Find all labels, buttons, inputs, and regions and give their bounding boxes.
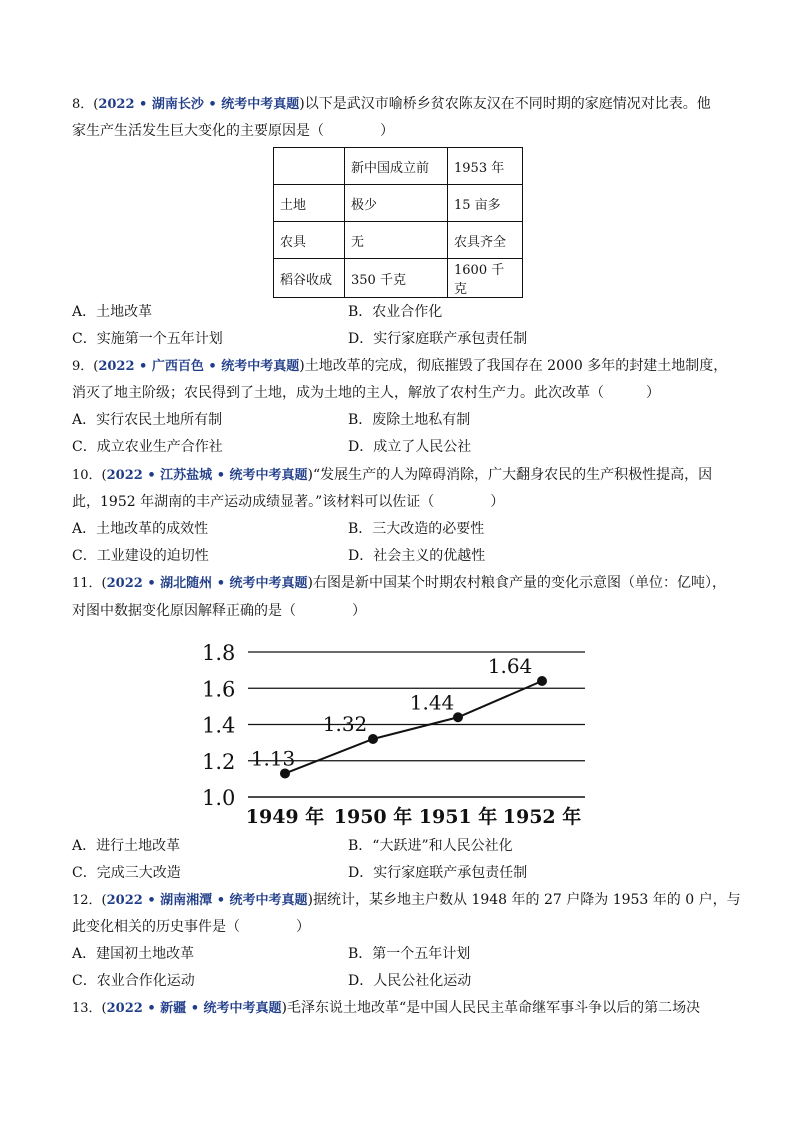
q13-source: 2022 • 新疆 • 统考中考真题	[106, 1001, 282, 1016]
x-tick-label: 1952 年	[502, 806, 582, 828]
data-label: 1.32	[322, 712, 368, 736]
q12-option-d[interactable]: D．人民公社化运动	[348, 973, 472, 989]
data-label: 1.13	[250, 746, 296, 771]
q11-line1: 11．(2022 • 湖北随州 • 统考中考真题)右图是新中国某个时期农村粮食产量的变化示意图（单位：亿吨），	[72, 575, 726, 591]
y-tick-label: 1.2	[202, 749, 236, 774]
q11-option-c[interactable]: C．完成三大改造	[72, 865, 181, 881]
q8-option-c[interactable]: C．实施第一个五年计划	[72, 331, 223, 347]
q9-source: 2022 • 广西百色 • 统考中考真题	[98, 359, 300, 374]
q9-line2: 消灭了地主阶级；农民得到了土地，成为土地的主人，解放了农村生产力。此次改革（ ）	[72, 385, 660, 401]
q9-option-c[interactable]: C．成立农业生产合作社	[72, 439, 223, 455]
q12-option-a[interactable]: A．建国初土地改革	[72, 946, 195, 962]
q10-option-d[interactable]: D．社会主义的优越性	[348, 548, 486, 564]
y-tick-label: 1.0	[202, 786, 236, 810]
table-row: 土地 极少 15 亩多	[274, 185, 523, 222]
q9-option-b[interactable]: B．废除土地私有制	[348, 412, 471, 428]
q10-line2: 此，1952 年湖南的丰产运动成绩显著。”该材料可以佐证（ ）	[72, 494, 505, 510]
q9-option-a[interactable]: A．实行农民土地所有制	[72, 412, 223, 428]
q11-line2: 对图中数据变化原因解释正确的是（ ）	[72, 603, 366, 619]
x-tick-label: 1949 年	[245, 806, 325, 828]
q8-option-a[interactable]: A．土地改革	[72, 304, 153, 320]
x-tick-label: 1950 年	[333, 806, 413, 828]
x-tick-label: 1951 年	[418, 806, 498, 828]
q12-option-b[interactable]: B．第一个五年计划	[348, 946, 471, 962]
line-chart-svg	[200, 632, 595, 828]
table-row: 新中国成立前 1953 年	[274, 148, 523, 185]
q8-option-b[interactable]: B．农业合作化	[348, 304, 443, 320]
q10-option-b[interactable]: B．三大改造的必要性	[348, 521, 485, 537]
q8-option-d[interactable]: D．实行家庭联产承包责任制	[348, 331, 528, 347]
q13-line1: 13．(2022 • 新疆 • 统考中考真题)毛泽东说土地改革“是中国人民民主革命继军事斗争以后的第二场决	[72, 1000, 701, 1016]
q12-text: 据统计，某乡地主户数从 1948 年的 27 户降为 1953 年的 0 户，与	[313, 892, 741, 908]
q12-source: 2022 • 湖南湘潭 • 统考中考真题	[106, 893, 308, 908]
q13-text: 毛泽东说土地改革“是中国人民民主革命继军事斗争以后的第二场决	[287, 1000, 701, 1016]
grain-output-chart	[200, 632, 595, 828]
q12-line2: 此变化相关的历史事件是（ ）	[72, 919, 310, 935]
y-tick-label: 1.4	[202, 713, 236, 738]
y-tick-label: 1.6	[202, 677, 236, 702]
q12-line1: 12．(2022 • 湖南湘潭 • 统考中考真题)据统计，某乡地主户数从 1948 年的 27 户降为 1953 年的 0 户，与	[72, 892, 741, 908]
q10-option-c[interactable]: C．工业建设的迫切性	[72, 548, 209, 564]
data-label: 1.64	[487, 654, 533, 678]
q11-text: 右图是新中国某个时期农村粮食产量的变化示意图（单位：亿吨），	[313, 575, 726, 591]
q10-text: “发展生产的人为障碍消除，广大翻身农民的生产积极性提高，因	[313, 467, 713, 483]
q8-line1: 8．(2022 • 湖南长沙 • 统考中考真题)以下是武汉市喻桥乡贫农陈友汉在不同时期的家庭情况对比表。他	[72, 96, 711, 112]
q11-option-b[interactable]: B．“大跃进”和人民公社化	[348, 838, 513, 854]
q10-line1: 10．(2022 • 江苏盐城 • 统考中考真题)“发展生产的人为障碍消除，广大翻身农民的生产积极性提高，因	[72, 467, 713, 483]
q12-option-c[interactable]: C．农业合作化运动	[72, 973, 195, 989]
data-point	[368, 734, 378, 744]
q8-source: 2022 • 湖南长沙 • 统考中考真题	[98, 97, 300, 112]
q9-option-d[interactable]: D．成立了人民公社	[348, 439, 472, 455]
q11-source: 2022 • 湖北随州 • 统考中考真题	[106, 576, 308, 591]
comparison-table	[273, 147, 523, 298]
table-row: 农具 无 农具齐全	[274, 222, 523, 259]
data-point	[537, 676, 547, 686]
table-row: 稻谷收成 350 千克 1600 千克	[274, 259, 523, 298]
q9-line1: 9．(2022 • 广西百色 • 统考中考真题)土地改革的完成，彻底摧毁了我国存在 2000 多年的封建土地制度，	[72, 358, 728, 374]
y-tick-label: 1.8	[202, 641, 236, 665]
q8-text: 以下是武汉市喻桥乡贫农陈友汉在不同时期的家庭情况对比表。他	[304, 96, 711, 112]
q9-text: 土地改革的完成，彻底摧毁了我国存在 2000 多年的封建土地制度，	[304, 358, 728, 374]
data-label: 1.44	[409, 690, 455, 715]
q8-line2: 家生产生活发生巨大变化的主要原因是（ ）	[72, 123, 394, 139]
q10-source: 2022 • 江苏盐城 • 统考中考真题	[106, 468, 308, 483]
data-point	[453, 712, 463, 722]
q11-option-a[interactable]: A．进行土地改革	[72, 838, 181, 854]
q11-option-d[interactable]: D．实行家庭联产承包责任制	[348, 865, 528, 881]
q10-option-a[interactable]: A．土地改革的成效性	[72, 521, 209, 537]
